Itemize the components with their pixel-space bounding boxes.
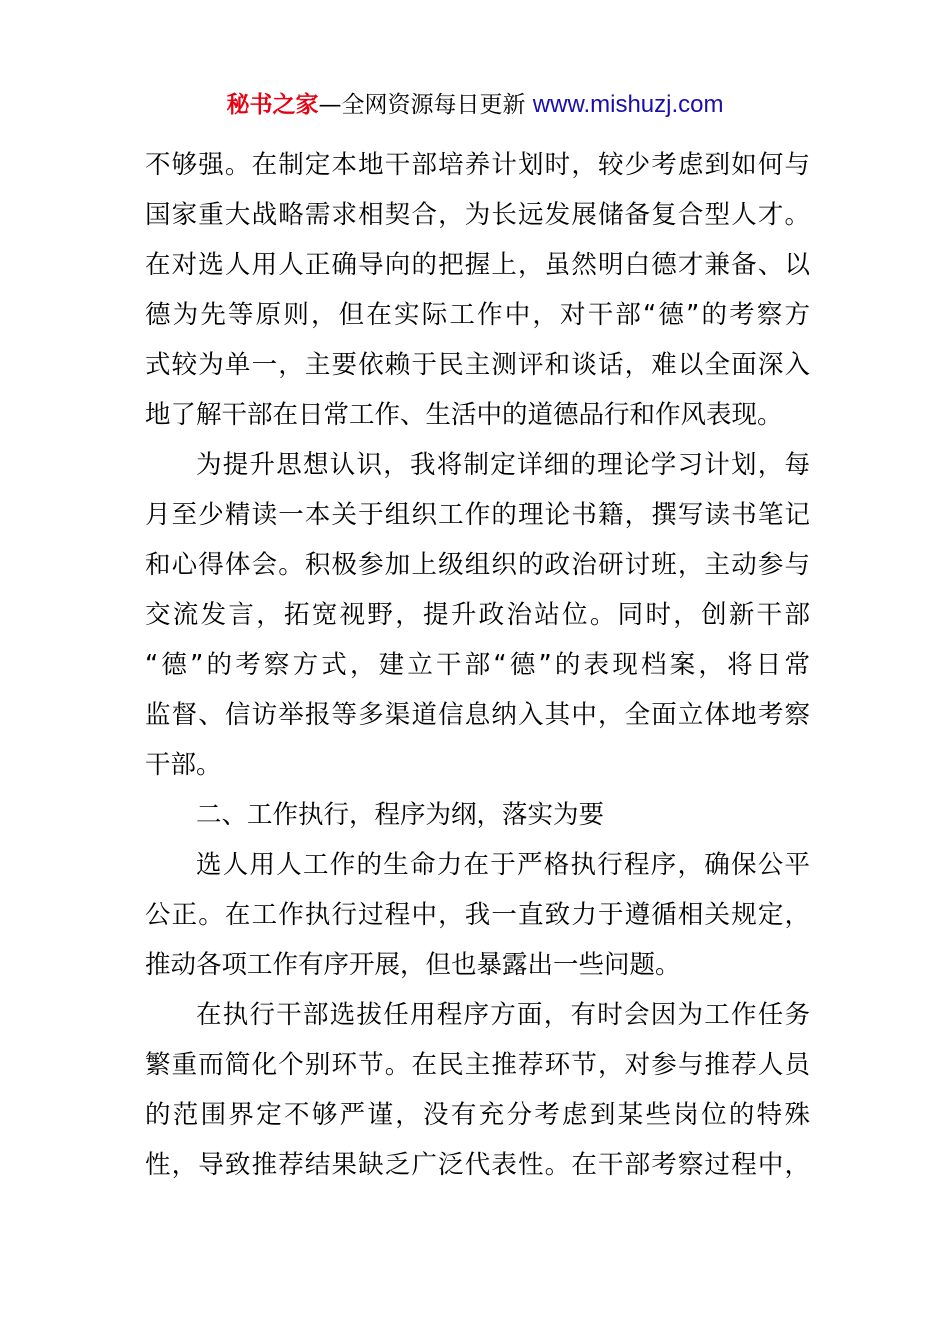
- text-line: 干部。: [145, 750, 222, 780]
- text-line: 德为先等原则，但在实际工作中，对干部“德”的考察方: [145, 300, 810, 330]
- text-line: 不够强。在制定本地干部培养计划时，较少考虑到如何与: [145, 150, 810, 180]
- paragraph-first-line: 选人用人工作的生命力在于严格执行程序，确保公平: [196, 850, 810, 880]
- text-line: 在对选人用人正确导向的把握上，虽然明白德才兼备、以: [145, 250, 810, 280]
- paragraph-first-line: 为提升思想认识，我将制定详细的理论学习计划，每: [196, 450, 810, 480]
- document-body: [145, 140, 810, 1190]
- text-line: 公正。在工作执行过程中，我一直致力于遵循相关规定，: [145, 900, 810, 930]
- text-line: 式较为单一，主要依赖于民主测评和谈话，难以全面深入: [145, 350, 810, 380]
- text-line: 监督、信访举报等多渠道信息纳入其中，全面立体地考察: [145, 700, 810, 730]
- text-line: 交流发言，拓宽视野，提升政治站位。同时，创新干部: [145, 600, 810, 630]
- paragraph-first-line: 在执行干部选拔任用程序方面，有时会因为工作任务: [196, 1000, 810, 1030]
- text-line: 推动各项工作有序开展，但也暴露出一些问题。: [145, 950, 681, 980]
- text-line: 地了解干部在日常工作、生活中的道德品行和作风表现。: [145, 400, 783, 430]
- page-header: [0, 88, 950, 122]
- brand-name: 秘书之家: [226, 92, 319, 118]
- section-heading: 二、工作执行，程序为纲，落实为要: [196, 800, 605, 830]
- text-line: “德”的考察方式，建立干部“德”的表现档案，将日常: [145, 650, 810, 680]
- text-line: 和心得体会。积极参加上级组织的政治研讨班，主动参与: [145, 550, 810, 580]
- site-url[interactable]: www.mishuzj.com: [532, 91, 724, 118]
- text-line: 的范围界定不够严谨，没有充分考虑到某些岗位的特殊: [145, 1100, 810, 1130]
- header-tagline: —全网资源每日更新: [318, 92, 533, 118]
- text-line: 繁重而简化个别环节。在民主推荐环节，对参与推荐人员: [145, 1050, 810, 1080]
- text-line: 国家重大战略需求相契合，为长远发展储备复合型人才。: [145, 200, 810, 230]
- text-line: 月至少精读一本关于组织工作的理论书籍，撰写读书笔记: [145, 500, 810, 530]
- text-line: 性，导致推荐结果缺乏广泛代表性。在干部考察过程中，: [145, 1150, 810, 1180]
